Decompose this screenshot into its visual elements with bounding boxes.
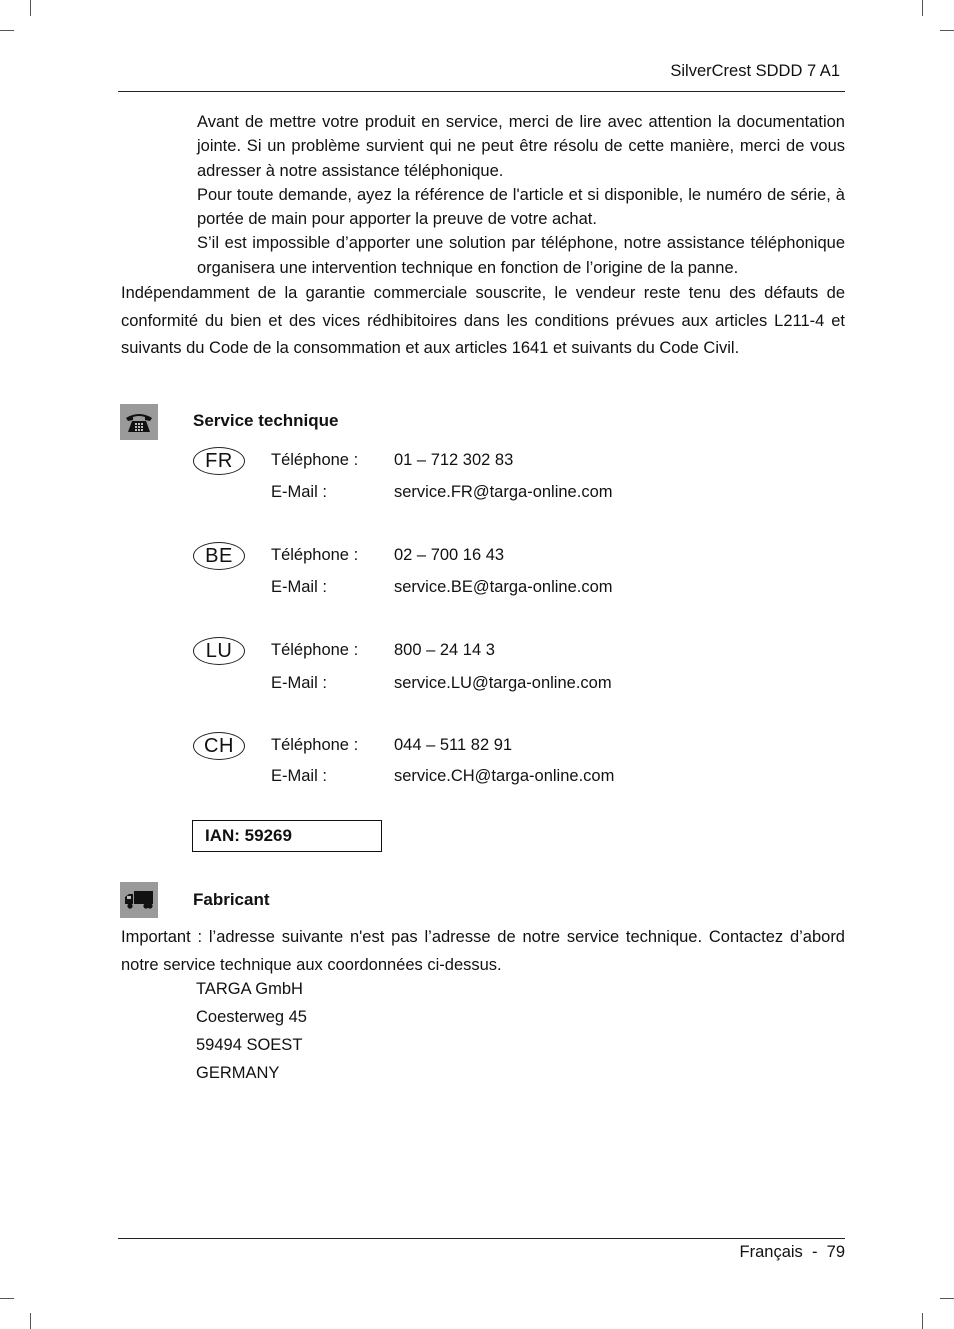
address-line: TARGA GmbH	[196, 980, 303, 998]
phone-label: Téléphone :	[271, 736, 359, 754]
address-line: Coesterweg 45	[196, 1008, 307, 1026]
section-title-service: Service technique	[193, 411, 339, 430]
ian-box: IAN: 59269	[192, 820, 382, 852]
email-lu: service.LU@targa-online.com	[394, 674, 612, 692]
crop-mark	[922, 0, 923, 16]
country-badge-ch: CH	[193, 732, 245, 760]
phone-label: Téléphone :	[271, 451, 359, 469]
crop-mark	[0, 1298, 14, 1299]
crop-mark	[30, 1313, 31, 1329]
warranty-paragraph	[121, 280, 845, 363]
email-label: E-Mail :	[271, 483, 327, 501]
address-line: GERMANY	[196, 1064, 280, 1082]
country-badge-lu: LU	[193, 637, 245, 665]
intro-text	[197, 110, 845, 280]
phone-number-fr: 01 – 712 302 83	[394, 451, 514, 469]
footer-separator: -	[811, 1243, 818, 1261]
page-header-title: SilverCrest SDDD 7 A1	[670, 62, 840, 80]
email-ch: service.CH@targa-online.com	[394, 767, 615, 785]
telephone-icon	[120, 404, 158, 440]
phone-label: Téléphone :	[271, 641, 359, 659]
section-title-manufacturer: Fabricant	[193, 890, 270, 909]
country-badge-fr: FR	[193, 447, 245, 475]
crop-mark	[30, 0, 31, 16]
address-line: 59494 SOEST	[196, 1036, 303, 1054]
phone-number-lu: 800 – 24 14 3	[394, 641, 495, 659]
header-rule	[118, 91, 845, 92]
footer-language: Français	[739, 1243, 803, 1261]
crop-mark	[940, 30, 954, 31]
phone-label: Téléphone :	[271, 546, 359, 564]
phone-number-be: 02 – 700 16 43	[394, 546, 505, 564]
intro-paragraph: Avant de mettre votre produit en service, merci de lire avec attention la documentation jointe. Si un problème survient qui ne peut être résolu de cette manière, merci de vous adresser à notre assistance téléphonique.	[197, 113, 845, 180]
intro-paragraph: S’il est impossible d’apporter une solution par téléphone, notre assistance téléphonique organisera une intervention technique en fonction de l’origine de la panne.	[197, 234, 845, 277]
email-label: E-Mail :	[271, 674, 327, 692]
country-badge-be: BE	[193, 542, 245, 570]
page-footer	[600, 1243, 845, 1262]
crop-mark	[922, 1313, 923, 1329]
important-text: Important : l’adresse suivante n'est pas l’adresse de notre service technique. Contactez d’abord notre service technique aux coordonnées ci-dessus.	[121, 928, 845, 974]
intro-paragraph: Pour toute demande, ayez la référence de l'article et si disponible, le numéro de série, à portée de main pour apporter la preuve de votre achat.	[197, 185, 845, 229]
email-label: E-Mail :	[271, 767, 327, 785]
crop-mark	[0, 30, 14, 31]
warranty-text: Indépendamment de la garantie commerciale souscrite, le vendeur reste tenu des défauts de conformité du bien et des vices rédhibitoires dans les conditions prévues aux articles L211-4 et suivants du Code de la consommation et aux articles 1641 et suivants du Code Civil.	[121, 284, 845, 357]
truck-icon	[120, 882, 158, 918]
email-fr: service.FR@targa-online.com	[394, 483, 613, 501]
email-label: E-Mail :	[271, 578, 327, 596]
footer-rule	[118, 1238, 845, 1239]
important-paragraph	[121, 923, 845, 979]
crop-mark	[940, 1298, 954, 1299]
email-be: service.BE@targa-online.com	[394, 578, 613, 596]
phone-number-ch: 044 – 511 82 91	[394, 736, 513, 754]
page-number: 79	[826, 1243, 845, 1261]
